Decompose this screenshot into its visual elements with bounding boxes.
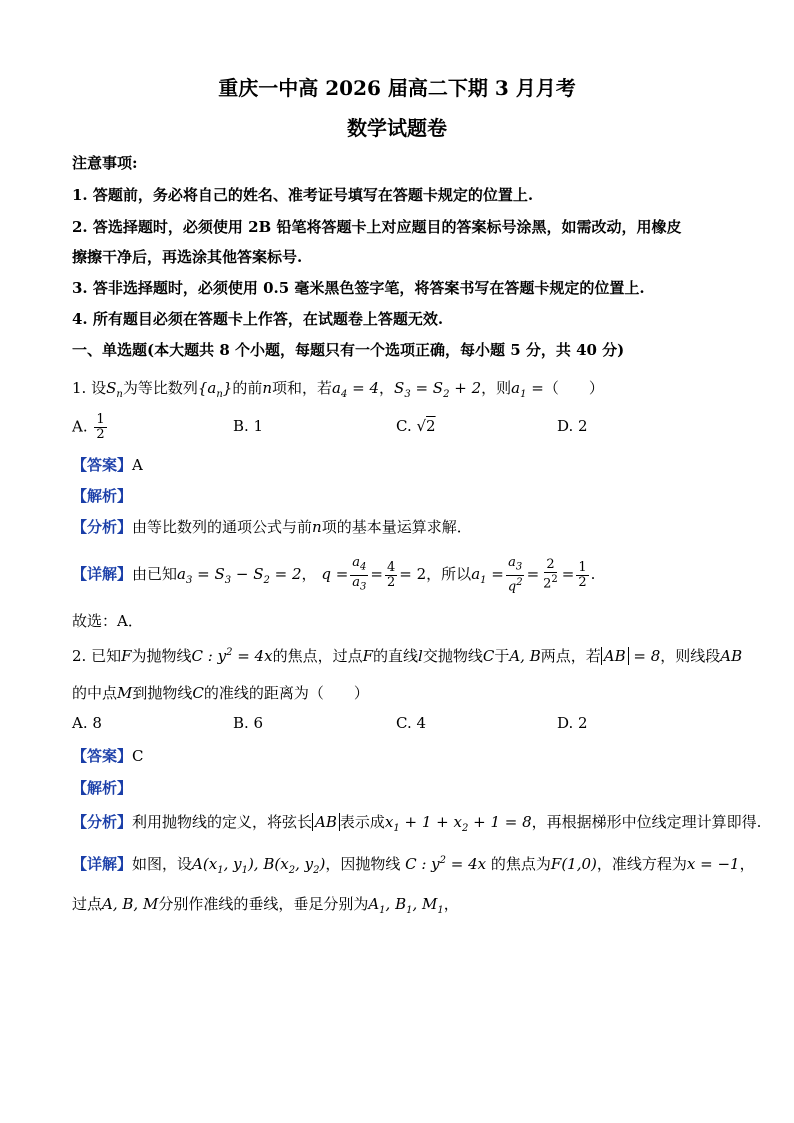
q2-option-a: A. 8	[72, 714, 102, 732]
q2-detail: 【详解】如图，设$A(x_1$, $y_1$), $B(x_2$, $y_2$)，因抛物线 C : $y^2 = 4x$ 的焦点为F(1,0)，准线方程为x = −1，	[72, 855, 755, 876]
q1-fenxi: 【分析】由等比数列的通项公式与前n项的基本量运算求解．	[72, 518, 472, 536]
q1-analysis-tag: 【解析】	[72, 487, 133, 505]
exam-title: 重庆一中高 2026 届高二下期 3 月月考	[218, 76, 576, 100]
q1-stem: 1. 设$S_n$为等比数列$\{a_n\}$的前n项和，若$a_4 = 4$，$S_3 = S_2 + 2$，则$a_1$ =（ ）	[72, 379, 604, 400]
q1-detail: 【详解】由已知$a_3 = S_3 - S_2 = 2$， q = $\frac{a_4}{a_3}$ = $\frac{4}{2}$ = 2，所以$a_1$ = $\frac{a_3}{q^2}$ = $\frac{2}{2^2}$ = $\frac{1}{2}$ .	[72, 555, 596, 595]
q2-detail-line2: 过点A, B, M分别作准线的垂线，垂足分别为$A_1$, $B_1$, $M_1$，	[72, 895, 459, 916]
q2-analysis-tag: 【解析】	[72, 779, 133, 797]
q1-option-d: D. 2	[557, 417, 588, 435]
notice-item-2: 2. 答选择题时，必须使用 2B 铅笔将答题卡上对应题目的答案标号涂黑，如需改动，用橡皮	[72, 218, 682, 236]
q2-option-c: C. 4	[396, 714, 427, 732]
q2-answer: 【答案】C	[72, 747, 144, 765]
notice-item-4: 4. 所有题目必须在答题卡上作答，在试题卷上答题无效.	[72, 310, 444, 328]
section-heading: 一、单选题(本大题共 8 个小题，每题只有一个选项正确，每小题 5 分，共 40 分)	[72, 341, 625, 359]
q2-fenxi: 【分析】利用抛物线的定义，将弦长 AB 表示成$x_1 + 1 + x_2 + 1 = 8$，再根据梯形中位线定理计算即得.	[72, 813, 762, 834]
notice-item-2-cont: 擦擦干净后，再选涂其他答案标号.	[72, 248, 303, 266]
q1-answer: 【答案】A	[72, 456, 143, 474]
q1-conclusion: 故选：A．	[72, 612, 143, 630]
q1-option-a: A. $\frac{1}{2}$	[72, 412, 105, 442]
q1-option-b: B. 1	[233, 417, 264, 435]
notice-heading: 注意事项:	[72, 154, 138, 172]
notice-item-1: 1. 答题前，务必将自己的姓名、准考证号填写在答题卡规定的位置上.	[72, 186, 534, 204]
q2-option-b: B. 6	[233, 714, 264, 732]
q2-stem: 2. 已知F为抛物线C : $y^2 = 4x$的焦点，过点F的直线l交抛物线C于A, B两点，若 AB = 8，则线段AB	[72, 647, 743, 665]
exam-subtitle: 数学试题卷	[347, 116, 447, 140]
q2-stem-line2: 的中点M到抛物线C的准线的距离为（ ）	[72, 684, 369, 702]
q1-option-c: C. √2	[396, 417, 436, 435]
q2-option-d: D. 2	[557, 714, 588, 732]
notice-item-3: 3. 答非选择题时，必须使用 0.5 毫米黑色签字笔，将答案书写在答题卡规定的位置上.	[72, 279, 645, 297]
